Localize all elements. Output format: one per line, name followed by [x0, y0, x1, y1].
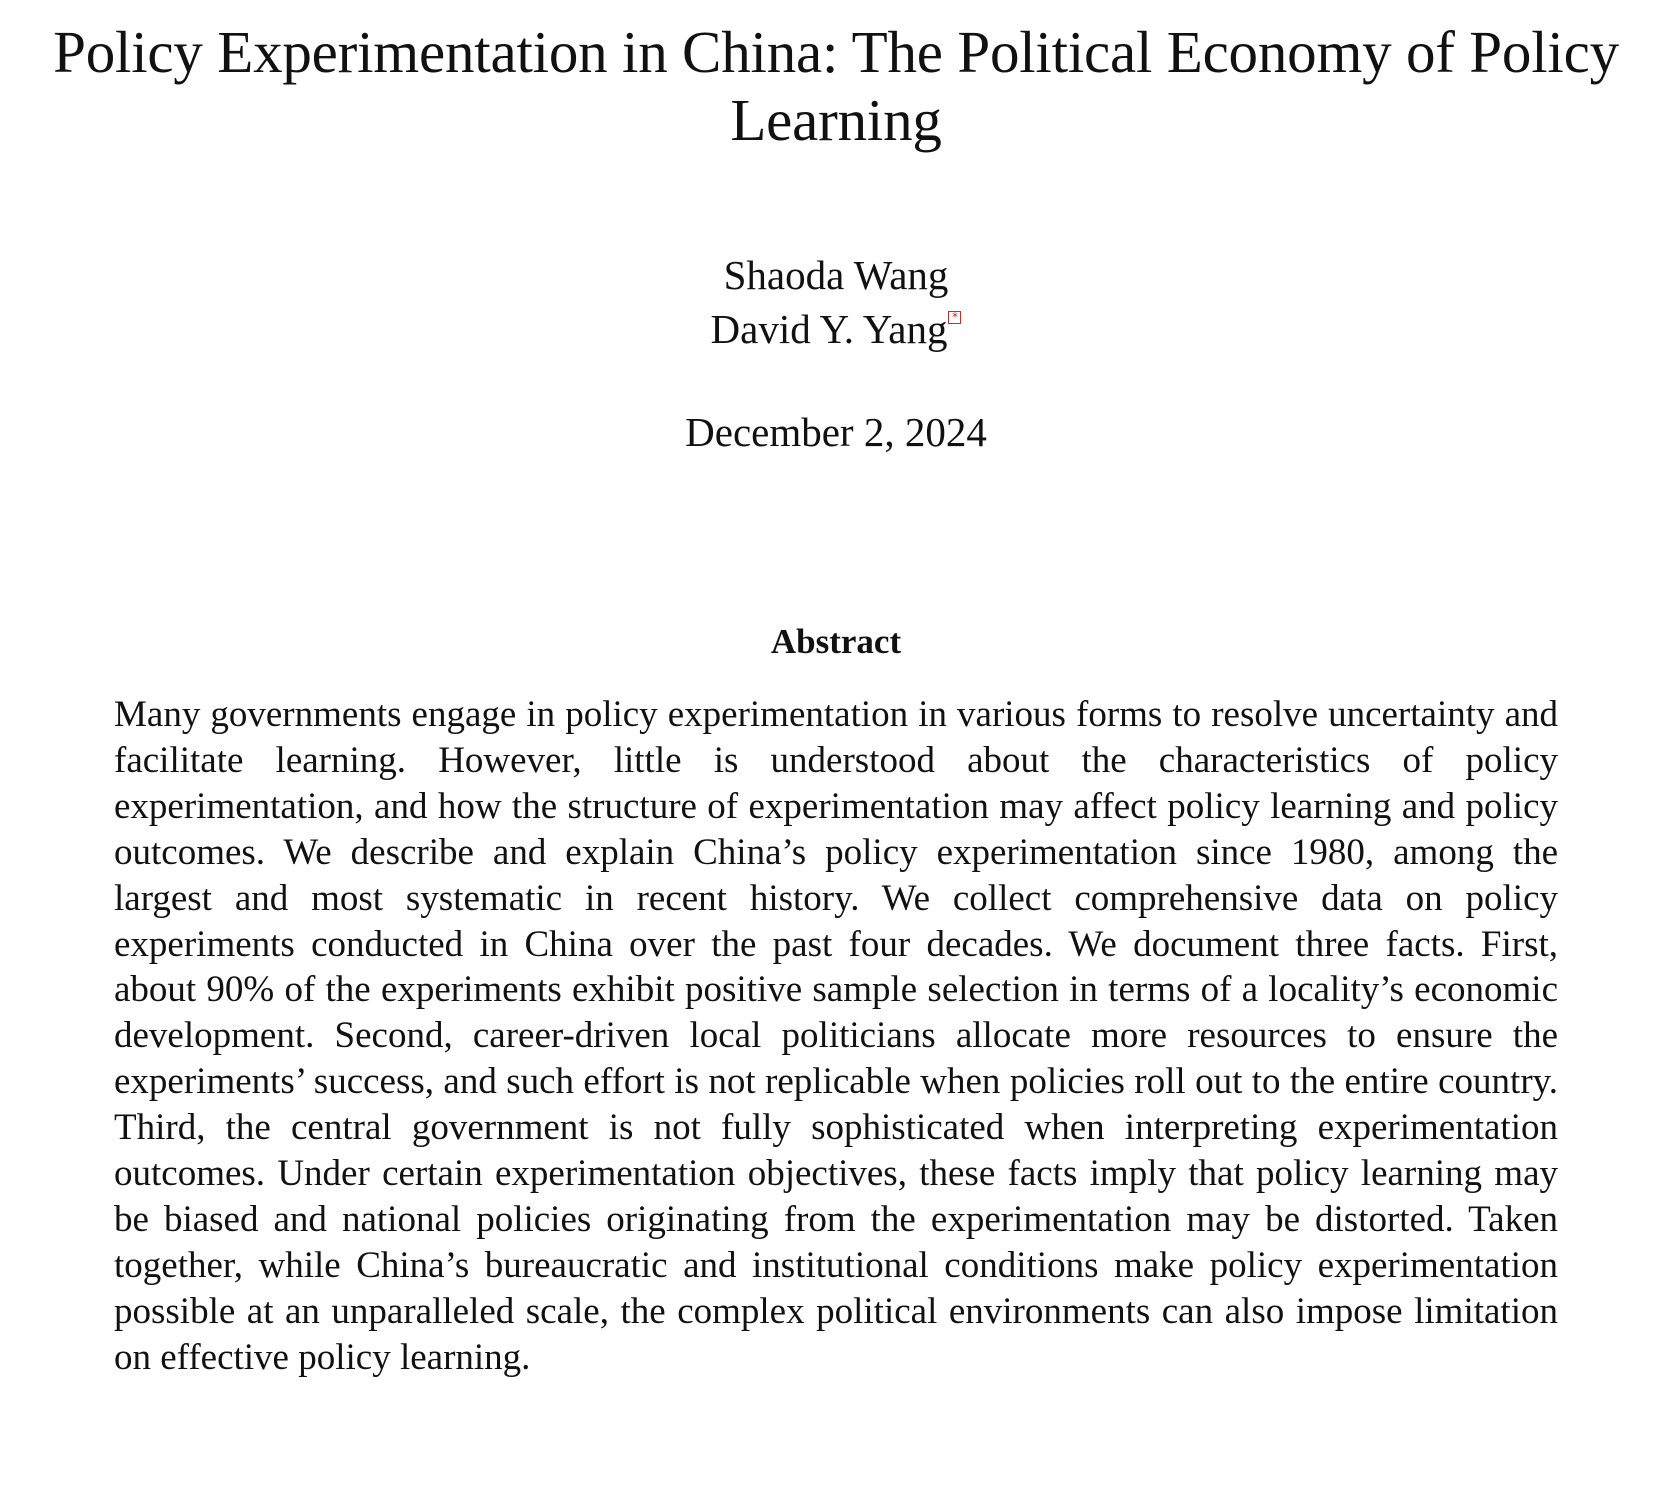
author-name: Shaoda Wang — [723, 252, 949, 298]
author-1 — [0, 248, 1672, 302]
footnote-link-icon[interactable]: * — [948, 311, 961, 324]
author-2 — [0, 302, 1672, 356]
abstract-heading: Abstract — [770, 622, 902, 661]
abstract-text: Many governments engage in policy experimentation in various forms to resolve uncertainty and facilitate learning. However, little is understood about the characteristics of policy experimentation, and how the structure of experimentation may affect policy learning and policy outcomes. We describe and explain China’s policy experimentation since 1980, among the largest and most systematic in recent history. We collect comprehensive data on policy experiments conducted in China over the past four decades. We document three facts. First, about 90% of the experiments exhibit positive sample selection in terms of a locality’s economic development. Second, career-driven local politicians allocate more resources to ensure the experiments’ success, and such effort is not replicable when policies roll out to the entire country. Third, the central government is not fully sophisticated when interpreting experimentation outcomes. Under certain experimentation objectives, these facts imply that policy learning may be biased and national policies originating from the experimentation may be distorted. Taken together, while China’s bureaucratic and institutional conditions make policy experimentation possible at an unparalleled scale, the complex political environments can also impose limitation on effective policy learning. — [114, 694, 1558, 1378]
paper-title: Policy Experimentation in China: The Political Economy of Policy Learning — [53, 19, 1619, 153]
publication-date: December 2, 2024 — [685, 409, 987, 455]
author-name: David Y. Yang — [710, 306, 948, 352]
author-list — [0, 248, 1672, 356]
